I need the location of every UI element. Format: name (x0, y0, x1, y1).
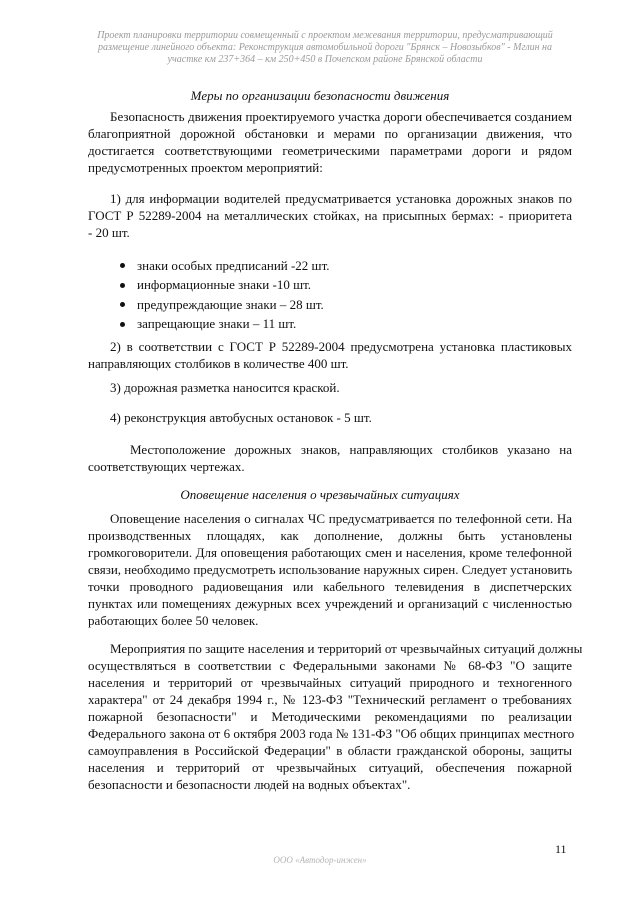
text-line: предусмотренных проектом мероприятий: (88, 160, 323, 175)
text-line: благоприятной дорожной обстановки и мерами по организации движения, что (88, 126, 572, 141)
bullet-icon (120, 283, 125, 288)
text-line: ГОСТ Р 52289-2004 на металлических стойках, на присыпных бермах: - приоритета (88, 208, 572, 223)
text-line: пожарной безопасности" и Методическими рекомендациями по реализации (88, 709, 572, 724)
page-header (60, 30, 590, 66)
text-line: Безопасность движения проектируемого участка дороги обеспечивается созданием (110, 109, 572, 124)
road-signs-list (120, 256, 520, 334)
text-line: 2) в соответствии с ГОСТ Р 52289-2004 предусмотрена установка пластиковых (110, 339, 572, 354)
text-line: осуществляться в соответствии с Федеральными законами № 68-ФЗ "О защите (88, 658, 572, 673)
list-item-text: запрещающие знаки – 11 шт. (137, 316, 297, 332)
list-item-text: информационные знаки -10 шт. (137, 277, 312, 293)
section-title-traffic-safety: Меры по организации безопасности движения (190, 88, 450, 103)
text-line: населения и территорий от чрезвычайных ситуаций, обеспечения пожарной (88, 760, 572, 775)
section-title-emergency-alert: Оповещение населения о чрезвычайных ситуациях (180, 487, 460, 502)
text-line: Мероприятия по защите населения и территорий от чрезвычайных ситуаций должны (110, 641, 583, 656)
text-line: Оповещение населения о сигналах ЧС предусматривается по телефонной сети. На (110, 511, 572, 526)
text-line: Местоположение дорожных знаков, направляющих столбиков указано на (130, 442, 572, 457)
text-line: направляющих столбиков в количестве 400 шт. (88, 356, 349, 371)
page-footer: ООО «Автодор-инжен» (273, 855, 367, 865)
text-line: точки проводного радиовещания или кабельного телевидения в диспетчерских (88, 579, 572, 594)
item-4-text: 4) реконструкция автобусных остановок - 5 шт. (110, 410, 372, 425)
list-item-text: предупреждающие знаки – 28 шт. (137, 296, 324, 312)
bullet-icon (120, 302, 125, 307)
text-line: 1) для информации водителей предусматривается установка дорожных знаков по (110, 191, 572, 206)
text-line: пунктах или помещениях дежурных всех учреждений и организаций с численностью (88, 596, 572, 611)
header-line: Проект планировки территории совмещенный с проектом межевания территории, предусматривающий (97, 30, 553, 41)
emergency-alert-paragraph (88, 510, 572, 629)
text-line: характера" от 24 декабря 1994 г., № 123-ФЗ "Технический регламент о требованиях (88, 692, 572, 707)
list-item (120, 276, 520, 296)
item-2-paragraph (88, 338, 572, 372)
text-line: Федерального закона от 6 октября 2003 года № 131-ФЗ "Об общих принципах местного (88, 726, 575, 741)
text-line: безопасности и безопасности людей на водных объектах". (88, 777, 411, 792)
protection-measures-paragraph (88, 640, 583, 793)
list-item (120, 295, 520, 315)
list-item (120, 256, 520, 276)
bullet-icon (120, 263, 125, 268)
item-1-paragraph (88, 190, 572, 241)
intro-paragraph (88, 108, 572, 176)
list-item-text: знаки особых предписаний -22 шт. (137, 257, 330, 273)
header-line: участке км 237+364 – км 250+450 в Почепском районе Брянской области (167, 54, 483, 65)
text-line: производственных площадях, как дополнение, должны быть установлены (88, 528, 572, 543)
item-3-text: 3) дорожная разметка наносится краской. (110, 380, 340, 395)
list-item (120, 315, 520, 335)
text-line: громкоговорители. Для оповещения работающих смен и населения, кроме телефонной (88, 545, 572, 560)
page-number: 11 (555, 842, 567, 856)
location-paragraph (88, 441, 572, 475)
text-line: работающих более 50 человек. (88, 613, 259, 628)
text-line: связи, необходимо предусмотреть использование наружных сирен. Следует установить (88, 562, 573, 577)
text-line: населения и территорий от чрезвычайных ситуаций природного и техногенного (88, 675, 572, 690)
header-line: размещение линейного объекта: Реконструкция автомобильной дороги "Брянск – Новозыбков" - Мглин на (98, 42, 552, 53)
text-line: - 20 шт. (88, 225, 130, 240)
text-line: достигается соответствующими геометрическими параметрами дороги и рядом (88, 143, 572, 158)
text-line: соответствующих чертежах. (88, 459, 245, 474)
text-line: самоуправления в Российской Федерации" в области гражданской обороны, защиты (88, 743, 572, 758)
bullet-icon (120, 322, 125, 327)
